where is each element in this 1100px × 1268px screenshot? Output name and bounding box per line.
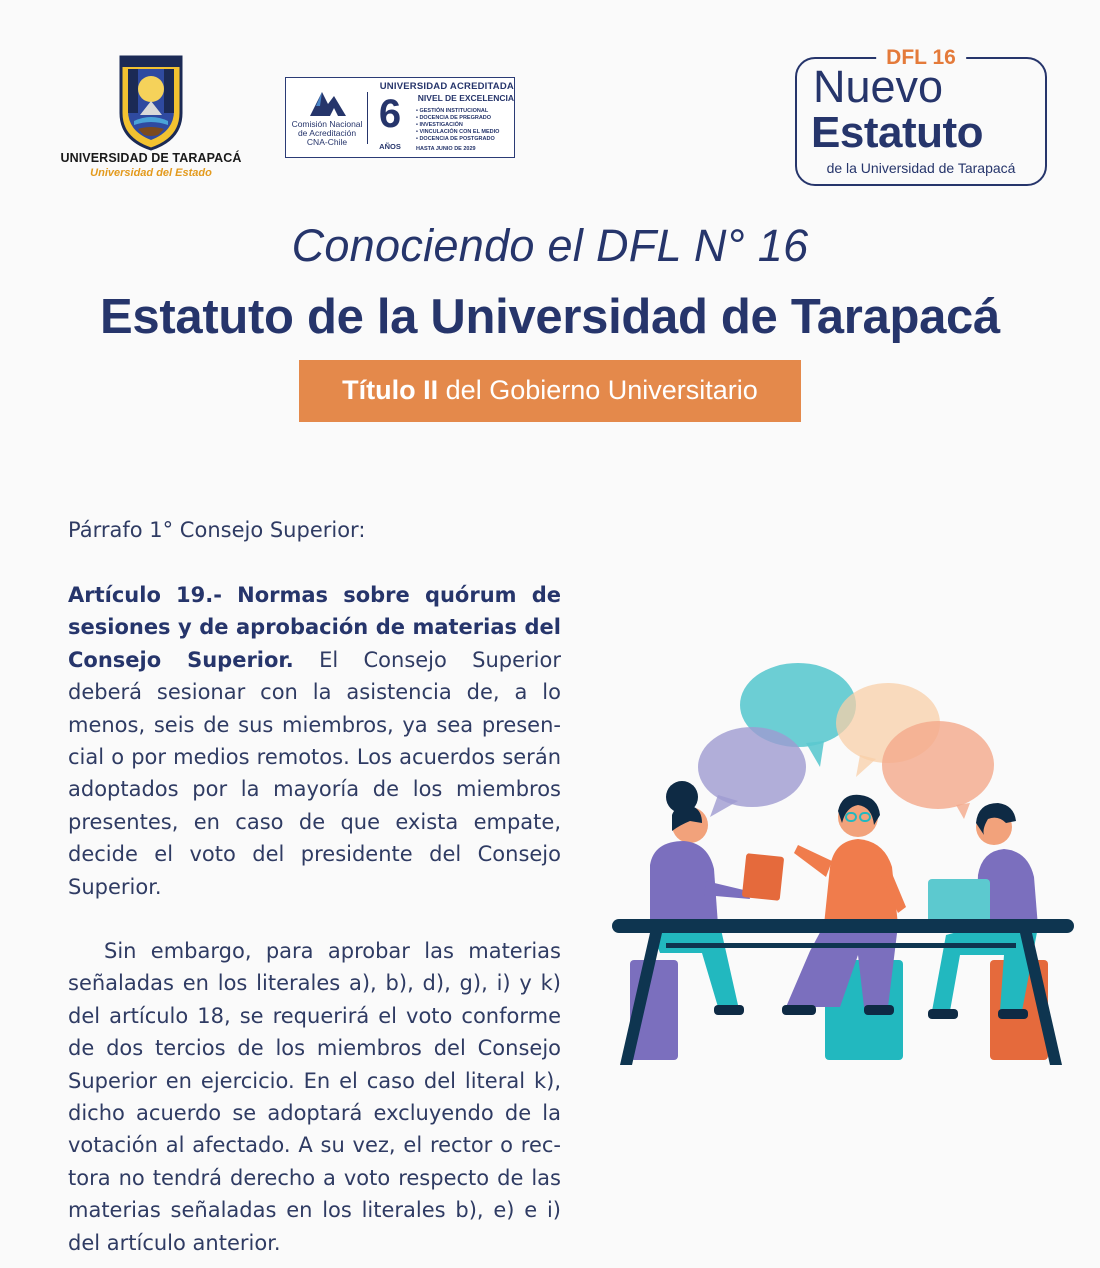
accreditation-years-label: AÑOS: [379, 142, 401, 151]
accreditation-area: • DOCENCIA DE PREGRADO: [416, 115, 492, 121]
cna-agency-line3: CNA-Chile: [306, 137, 348, 147]
paragraph-heading: Párrafo 1° Consejo Superior:: [68, 518, 366, 542]
university-name: UNIVERSIDAD DE TARAPACÁ: [60, 151, 242, 165]
sin-embargo-paragraph: Sin embargo, para aprobar las materias señaladas en los literales a), b), d), g), i) y k) del artículo 18, se requerirá el voto conforme de dos tercios de los miembros del Consejo Superior en ejercicio. En el caso del literal k), dicho acuerdo se adoptará excluyendo de la votación al afectado. A su vez, el rector o rectora no tendrá derecho a voto respecto de las materias señaladas en los literales b), e) e i) del artículo anterior.: [68, 939, 561, 1255]
badge-nuevo: Nuevo: [813, 61, 944, 112]
speech-bubbles-icon: [698, 663, 994, 819]
accreditation-area: • GESTIÓN INSTITUCIONAL: [416, 108, 489, 114]
cna-agency-line1: Comisión Nacional: [291, 119, 363, 129]
badge-dfl-label: DFL 16: [876, 46, 966, 70]
person-middle-icon: [782, 795, 906, 1015]
article-19-paragraph: [68, 579, 561, 903]
article-19-text: El Consejo Superior deberá sesionar con la asistencia de, a lo menos, seis de sus miembros, ya sea presencial o por medios remotos. Los acuerdos serán adoptados por la mayoría de los miembros presentes, en caso de que exista empate, decide el voto del presidente del Consejo Superior.: [68, 647, 562, 899]
badge-estatuto: Estatuto: [811, 108, 983, 157]
accreditation-badge: [285, 77, 515, 158]
accreditation-years-number: 6: [378, 92, 402, 136]
team-meeting-illustration: [610, 655, 1080, 1075]
accreditation-until: HASTA JUNIO DE 2029: [416, 146, 476, 152]
accreditation-areas: [416, 108, 499, 143]
article-19-heading: Artículo 19.- Normas sobre quórum de sesiones y de aprobación de materias del Consejo Superior.: [68, 583, 561, 672]
accreditation-area: • INVESTIGACIÓN: [416, 122, 463, 128]
cna-logo: [286, 78, 366, 157]
page-title: Estatuto de la Universidad de Tarapacá: [100, 290, 1000, 344]
accreditation-area: • DOCENCIA DE POSTGRADO: [416, 136, 495, 142]
section-band: [299, 360, 801, 422]
badge-subtitle: de la Universidad de Tarapacá: [826, 160, 1016, 176]
person-right-icon: [920, 803, 1038, 1019]
section-band-rest: del Gobierno Universitario: [438, 375, 758, 405]
cna-agency-line2: de Acreditación: [297, 128, 357, 138]
cna-mark-icon: [308, 88, 348, 118]
section-band-bold: Título II: [342, 375, 439, 405]
accreditation-level: NIVEL DE EXCELENCIA: [417, 93, 514, 103]
accreditation-area: • VINCULACIÓN CON EL MEDIO: [416, 129, 500, 135]
accreditation-title: UNIVERSIDAD ACREDITADA: [379, 81, 514, 92]
university-subtitle: Universidad del Estado: [90, 167, 212, 179]
cna-divider: [367, 92, 368, 144]
university-logo: [55, 55, 247, 185]
page-kicker: Conociendo el DFL N° 16: [291, 220, 809, 271]
university-crest-icon: [118, 55, 184, 151]
nuevo-estatuto-badge: [795, 46, 1047, 186]
